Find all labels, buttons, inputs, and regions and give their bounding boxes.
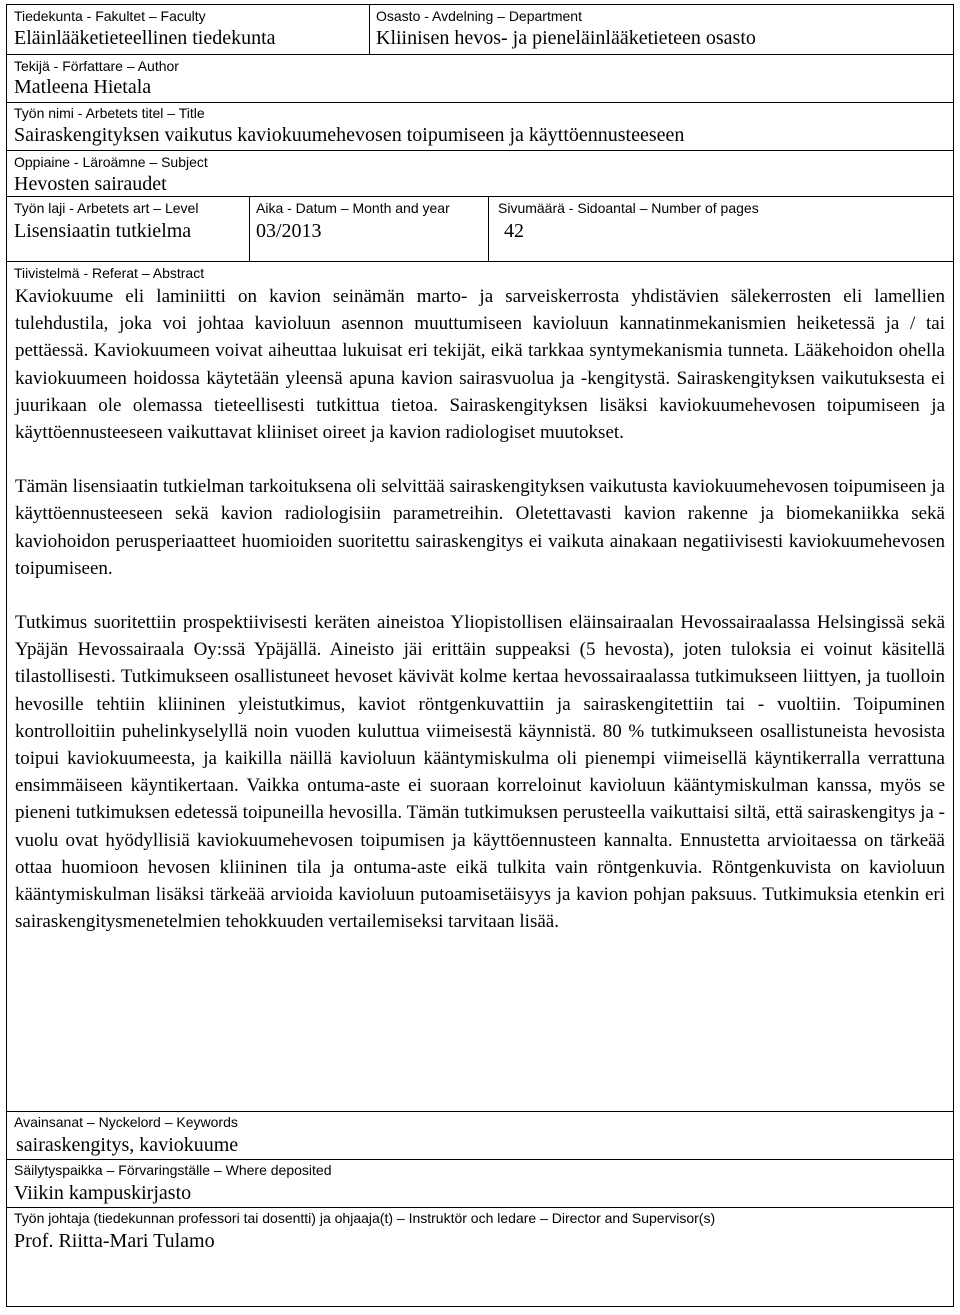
level-date-pages-row: [7, 197, 953, 262]
date-cell: [249, 197, 488, 261]
date-value: 03/2013: [256, 220, 322, 242]
abstract-paragraph: Tämän lisensiaatin tutkielman tarkoituksena oli selvittää sairaskengityksen vaikutusta kaviokuumehevosen toipumiseen ja käyttöennusteeseen sekä kavion radiologisiin parametreihin. Oletettavasti kavion rakenne ja biomekaniikka sekä kaviohoidon perusperiaatteet huomioiden suoritettu sairaskengitys ei vaikuta ainakaan negatiivisesti kaviokuumehevosen toipumiseen.: [15, 476, 945, 579]
abstract-body: [7, 283, 953, 935]
pages-cell: [488, 197, 953, 261]
author-value: Matleena Hietala: [14, 76, 152, 98]
keywords-label: Avainsanat – Nyckelord – Keywords: [14, 1114, 238, 1130]
abstract-paragraph: Tutkimus suoritettiin prospektiivisesti keräten aineistoa Yliopistollisen eläinsairaalan Hevossairaalassa Helsingissä sekä Ypäjän Hevossairaala Oy:ssä Ypäjällä. Aineisto jäi erittäin suppeaksi (5 hevosta), joten tuloksia ei voinut käsitellä tilastollisesti. Tutkimukseen osallistuneet hevoset kävivät kolme kertaa hevossairaalassa tutkimukseen liittyen, ja tuolloin hevosille tehtiin kliininen yleistutkimus, kaviot röntgenkuvattiin ja sairaskengitettiin tai - vuoltiin. Toipuminen kontrolloitiin puhelinkyselyllä noin vuoden kuluttua viimeisestä käynnistä. 80 % tutkimukseen osallistuneista hevosista toipui kaviokuumeesta, ja kaikilla näillä kavioluun kääntymiskulma oli pienempi viimeisellä käyntikerralla verrattuna ensimmäiseen käyntikertaan. Vaikka ontuma-aste ei suoraan korreloinut kavioluun kääntymiskulman kanssa, myös se pieneni tutkimuksen edetessä toipuneilla hevosilla. Tämän tutkimuksen perusteella vaikuttaisi siltä, että sairaskengitys ja -vuolu ovat hyödyllisiä kaviokuumehevosen toipumisen ja käyttöennusteen kannalta. Ennustetta arvioitaessa on tärkeää ottaa huomioon hevosen kliininen tila ja ontuma-aste eikä tulkita vain röntgenkuvia. Röntgenkuvista on kavioluun kääntymiskulman lisäksi tärkeää arvioida kavioluun putoamisetäisyys ja kavion pohjan paksuus. Tutkimuksia etenkin eri sairaskengitysmenetelmien tehokkuuden vertailemiseksi tarvitaan lisää.: [15, 612, 945, 933]
keywords-row: [7, 1112, 953, 1160]
title-label: Työn nimi - Arbetets titel – Title: [14, 105, 205, 121]
supervisor-row: [7, 1208, 953, 1252]
abstract-section: [7, 262, 953, 1112]
abstract-paragraph: Kaviokuume eli laminiitti on kavion seinämän marto- ja sarveiskerrosta yhdistävien sälekerrosten eli lamellien tulehdustila, joka voi johtaa kavioluun asennon muuttumiseen kavioluun kannatinmekanismien heiketessä ja / tai pettäessä. Kaviokuumeen voivat aiheuttaa lukuisat eri tekijät, eikä tarkkaa syntymekanismia tunneta. Lääkehoidon ohella kaviokuumeen hoidossa käytetään yleensä apuna kavion sairasvuolua ja -kengitystä. Sairaskengityksen vaikutuksesta ei juurikaan ole olemassa tieteellisesti tutkittua tietoa. Sairaskengityksen lisäksi kaviokuumehevosen toipumiseen ja käyttöennusteeseen vaikuttavat kliiniset oireet ja kavion radiologiset muutokset.: [15, 286, 945, 444]
deposited-value: Viikin kampuskirjasto: [14, 1182, 192, 1204]
title-value: Sairaskengityksen vaikutus kaviokuumehevosen toipumiseen ja käyttöennusteeseen: [14, 124, 685, 146]
department-cell: [369, 5, 953, 54]
keywords-value: sairaskengitys, kaviokuume: [16, 1134, 239, 1156]
level-value: Lisensiaatin tutkielma: [14, 220, 192, 242]
subject-label: Oppiaine - Läroämne – Subject: [14, 154, 208, 170]
subject-value: Hevosten sairaudet: [14, 173, 167, 195]
author-label: Tekijä - Författare – Author: [14, 58, 179, 74]
deposited-label: Säilytyspaikka – Förvaringställe – Where deposited: [14, 1162, 332, 1178]
deposited-row: [7, 1160, 953, 1208]
faculty-label: Tiedekunta - Fakultet – Faculty: [14, 8, 206, 24]
pages-value: 42: [504, 220, 524, 242]
faculty-department-row: [7, 5, 953, 55]
date-label: Aika - Datum – Month and year: [256, 200, 450, 216]
department-label: Osasto - Avdelning – Department: [376, 8, 582, 24]
abstract-form: [6, 4, 954, 1307]
faculty-cell: [7, 5, 369, 54]
title-row: [7, 103, 953, 151]
level-cell: [7, 197, 249, 261]
faculty-value: Eläinlääketieteellinen tiedekunta: [14, 27, 276, 49]
author-row: [7, 55, 953, 103]
pages-label: Sivumäärä - Sidoantal – Number of pages: [498, 200, 759, 216]
supervisor-label: Työn johtaja (tiedekunnan professori tai dosentti) ja ohjaaja(t) – Instruktör och ledare – Director and Supervisor(s): [14, 1210, 716, 1226]
abstract-label: Tiivistelmä - Referat – Abstract: [14, 265, 205, 281]
level-label: Työn laji - Arbetets art – Level: [14, 200, 199, 216]
subject-row: [7, 151, 953, 197]
supervisor-value: Prof. Riitta-Mari Tulamo: [14, 1230, 215, 1252]
department-value: Kliinisen hevos- ja pieneläinlääketieteen osasto: [376, 27, 756, 49]
